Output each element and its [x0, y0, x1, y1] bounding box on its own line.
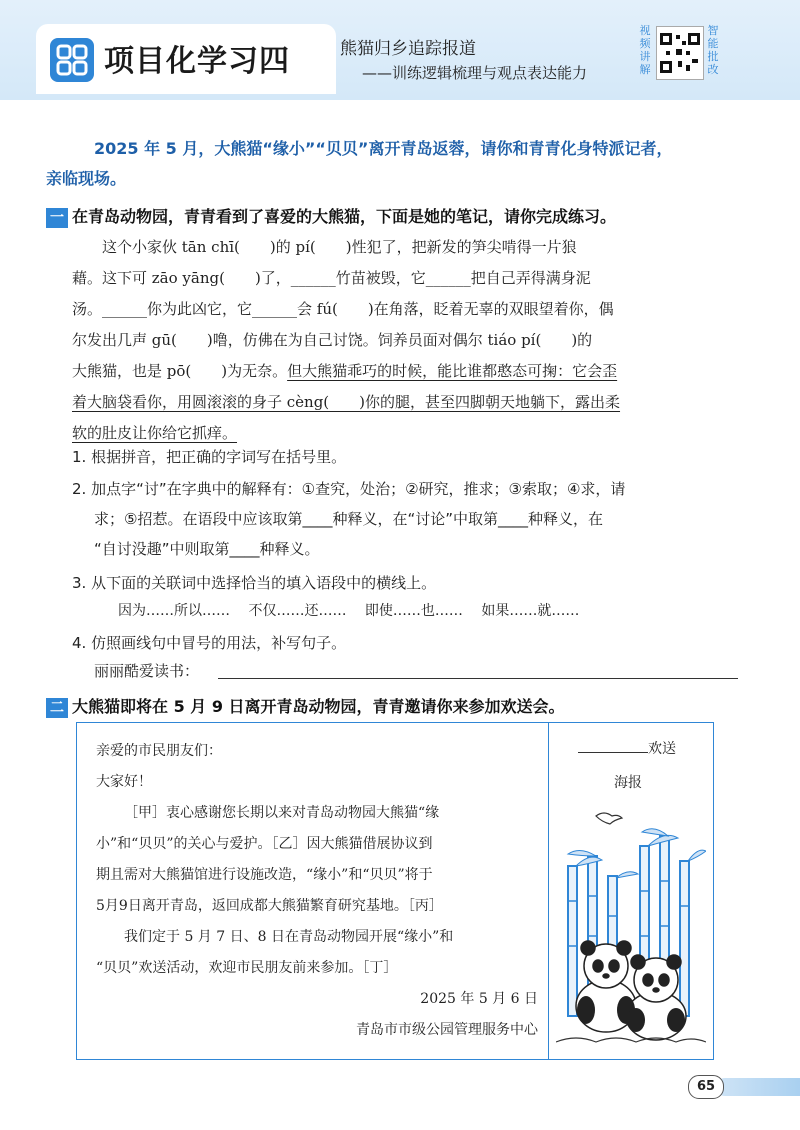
page-number: 65	[688, 1075, 724, 1099]
question-2: 2. 加点字“讨”在字典中的解释有：①查究，处治；②研究，推求；③索取；④求，请 求；⑤招惹。在语段中应该取第____种释义，在“讨论”中取第____种释义，在 “自讨没趣”中则取第____种释义。	[72, 480, 626, 558]
project-goal: ——训练逻辑梳理与观点表达能力	[362, 64, 588, 82]
farewell-notice: 亲爱的市民朋友们： 大家好！ ［甲］衷心感谢您长期以来对青岛动物园大熊猫“缘 小”和“贝贝”的关心与爱护。［乙］因大熊猫借展协议到 期且需对大熊猫馆进行设施改造，“缘小”和“贝贝”将于 5月9日离开青岛，返回成都大熊猫繁育研究基地。［丙］ 我们定于 5 月 7 日、8 日在青岛动物园开展“缘小”和 “贝贝”欢送活动，欢迎市民朋友前来参加。［丁］ 2025 年 5 月 6 日 青岛市市级公园管理服务中心	[96, 743, 538, 1038]
poster-title-blank[interactable]	[578, 740, 648, 753]
notice-divider	[548, 722, 549, 1060]
page-strip	[716, 1078, 800, 1096]
poster-title: 欢送	[578, 738, 676, 758]
question-1: 1. 根据拼音，把正确的字词写在括号里。	[72, 448, 347, 466]
poster-subtitle: 海报	[614, 775, 642, 791]
qr-code-icon[interactable]	[656, 26, 704, 80]
section-1-heading: 一 在青岛动物园，青青看到了喜爱的大熊猫，下面是她的笔记，请你完成练习。	[46, 204, 616, 228]
q4-answer-line[interactable]: 丽丽酷爱读书：	[94, 660, 199, 681]
smart-grading-label[interactable]: 智能批改	[707, 24, 719, 76]
conjunction-options: 因为……所以…… 不仅……还…… 即使……也…… 如果……就……	[118, 603, 580, 619]
section-2-heading: 二 大熊猫即将在 5 月 9 日离开青岛动物园，青青邀请你来参加欢送会。	[46, 694, 565, 718]
section-2-number: 二	[46, 698, 68, 718]
panda-notes-paragraph: 这个小家伙 tān chī( )的 pí( )性犯了，把新发的笋尖啃得一片狼 藉。这下可 zāo yāng( )了，______竹苗被毁，它______把自己弄得满身泥 汤。______你为此凶它，它______会 fú( )在角落，眨着无辜的双眼望着你，偶 尔发出几声 gū( )噜，仿佛在为自己讨饶。饲养员面对偶尔 tiáo pí( )的 大熊猫，也是 pō( )为无奈。但大熊猫乖巧的时候，能比谁都憨态可掬：它会歪 着大脑袋看你，用圆滚滚的身子 cèng( )你的腿，甚至四脚朝天地躺下，露出柔 软的肚皮让你给它抓痒。	[72, 238, 621, 442]
page-title: 项目化学习四	[104, 44, 290, 79]
intro-text: 2025 年 5 月，大熊猫“缘小”“贝贝”离开青岛返蓉，请你和青青化身特派记者， 亲临现场。	[46, 139, 673, 188]
underlined-sentence: 但大熊猫乖巧的时候，能比谁都憨态可掬：它会歪	[287, 362, 618, 380]
grid-icon	[50, 38, 94, 82]
project-subtitle: 熊猫归乡追踪报道	[340, 39, 476, 59]
section-1-number: 一	[46, 208, 68, 228]
video-explain-label[interactable]: 视频讲解	[639, 24, 651, 76]
question-3: 3. 从下面的关联词中选择恰当的填入语段中的横线上。	[72, 574, 437, 592]
panda-bamboo-illustration	[556, 806, 706, 1056]
question-4: 4. 仿照画线句中冒号的用法，补写句子。	[72, 634, 347, 652]
